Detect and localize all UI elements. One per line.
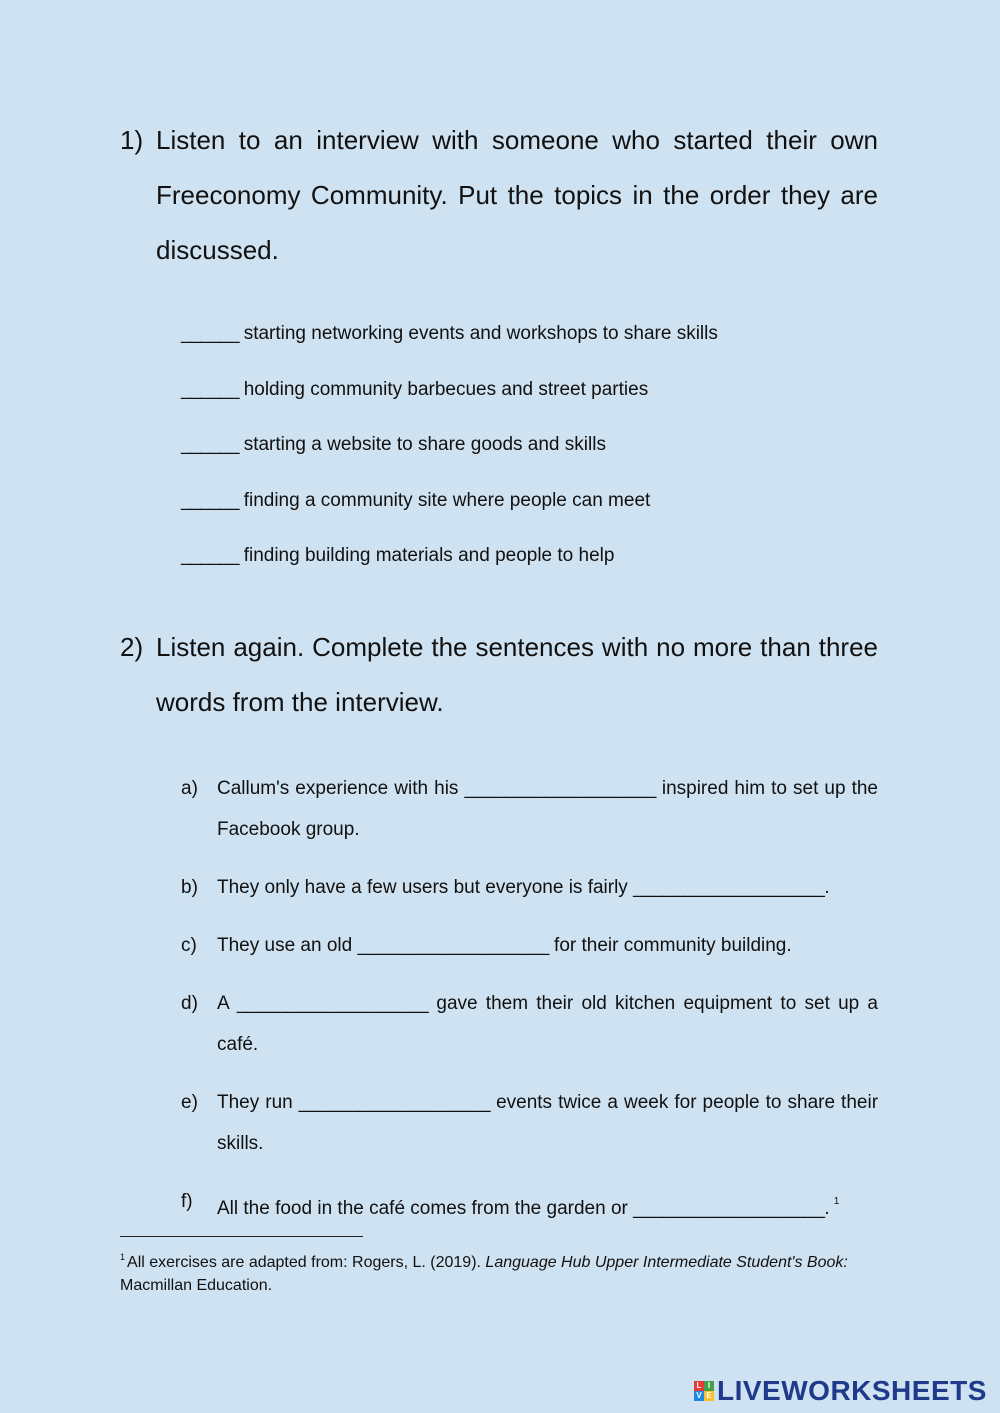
footnote-text: All exercises are adapted from: Rogers, L. (2019).: [127, 1254, 481, 1271]
answer-blank[interactable]: ___________________: [464, 778, 656, 799]
sentence-after: .: [824, 877, 830, 898]
list-item: [181, 485, 881, 541]
logo-letter: I: [704, 1381, 714, 1391]
list-item: [181, 925, 878, 966]
liveworksheets-icon: [694, 1381, 714, 1401]
sentence-text: [217, 768, 878, 850]
topic-text: starting a website to share goods and skills: [243, 434, 606, 455]
sentence-text: [217, 1082, 878, 1164]
topic-text: holding community barbecues and street parties: [243, 378, 649, 400]
topic-text: finding building materials and people to help: [243, 545, 615, 566]
sentence-letter: e): [181, 1092, 198, 1113]
sentence-list: [181, 768, 878, 1246]
answer-blank[interactable]: ______: [181, 545, 239, 566]
answer-blank[interactable]: ___________________: [236, 993, 429, 1014]
sentence-letter: f): [181, 1191, 193, 1212]
list-item: [181, 429, 881, 485]
sentence-after: .: [824, 1198, 830, 1219]
logo-letter: V: [694, 1391, 704, 1401]
sentence-text: [217, 925, 878, 966]
list-item: [181, 374, 881, 430]
topic-text: starting networking events and workshops to share skills: [243, 323, 718, 344]
answer-blank[interactable]: ___________________: [357, 935, 549, 956]
question-2: [120, 620, 878, 730]
sentence-letter: b): [181, 877, 198, 898]
sentence-letter: c): [181, 935, 197, 956]
answer-blank[interactable]: ______: [181, 323, 239, 344]
sentence-before: All the food in the café comes from the garden or: [217, 1198, 628, 1219]
list-item: [181, 540, 881, 596]
liveworksheets-logo: [694, 1375, 987, 1407]
sentence-before: They only have a few users but everyone is fairly: [217, 877, 628, 898]
list-item: [181, 768, 878, 850]
question-number: 2): [120, 632, 144, 662]
question-number: 1): [120, 125, 144, 155]
footnote-book-title: Language Hub Upper Intermediate Student's Book:: [485, 1254, 848, 1271]
list-item: [181, 1082, 878, 1164]
question-prompt: Listen to an interview with someone who started their own Freeconomy Community. Put the topics in the order they are discussed.: [156, 125, 878, 265]
footnote-publisher: Macmillan Education.: [120, 1277, 273, 1294]
answer-blank[interactable]: ___________________: [633, 877, 825, 898]
sentence-text: [217, 983, 878, 1065]
topic-list: [181, 318, 881, 596]
question-prompt: Listen again. Complete the sentences with no more than three words from the interview.: [156, 632, 878, 717]
answer-blank[interactable]: ______: [181, 378, 239, 400]
sentence-before: They use an old: [217, 935, 353, 956]
footnote-marker: 1: [120, 1252, 126, 1262]
question-1: [120, 113, 878, 278]
sentence-after: gave them their old kitchen equipment to set up a café.: [217, 993, 879, 1055]
sentence-after: inspired him to set up the Facebook group.: [217, 778, 878, 840]
sentence-text: [217, 1181, 878, 1229]
sentence-after: for their community building.: [554, 935, 792, 956]
footnote-divider: [120, 1236, 363, 1237]
footnote-reference: 1: [833, 1196, 840, 1207]
answer-blank[interactable]: ______: [181, 489, 239, 511]
logo-letter: E: [704, 1391, 714, 1401]
sentence-before: They run: [217, 1092, 293, 1113]
list-item: [181, 318, 881, 374]
list-item: [181, 1181, 878, 1229]
topic-text: finding a community site where people can meet: [243, 489, 651, 511]
answer-blank[interactable]: ___________________: [298, 1092, 491, 1113]
sentence-letter: d): [181, 993, 198, 1014]
footnote: [120, 1246, 880, 1297]
answer-blank[interactable]: ___________________: [633, 1198, 825, 1219]
answer-blank[interactable]: ______: [181, 434, 239, 455]
sentence-before: Callum's experience with his: [217, 778, 459, 799]
logo-letter: L: [694, 1381, 704, 1391]
sentence-before: A: [217, 993, 229, 1014]
sentence-after: events twice a week for people to share their skills.: [217, 1092, 879, 1154]
sentence-letter: a): [181, 778, 198, 799]
sentence-text: [217, 867, 878, 908]
list-item: [181, 867, 878, 908]
logo-text: LIVEWORKSHEETS: [717, 1375, 987, 1406]
list-item: [181, 983, 878, 1065]
